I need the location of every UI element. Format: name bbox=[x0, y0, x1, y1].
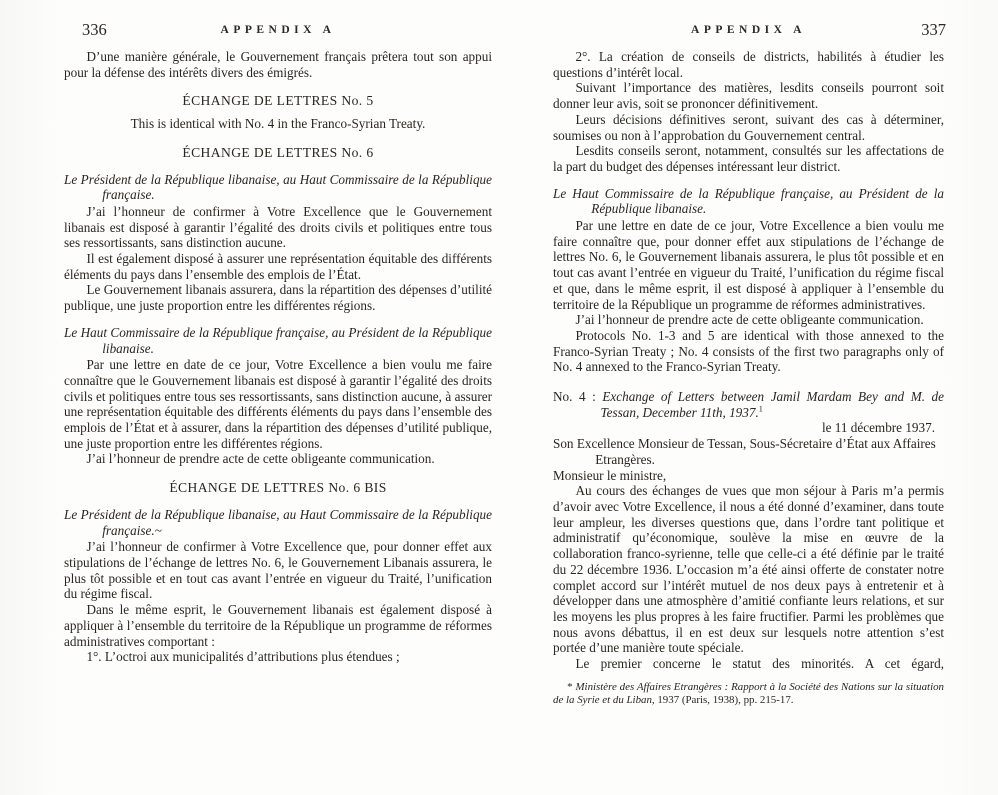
text-run: J’ai l’honneur de prendre acte de cette obligeante communication. bbox=[86, 451, 435, 467]
paragraph bbox=[553, 112, 944, 143]
paragraph bbox=[64, 539, 492, 602]
text-run: Par une lettre en date de ce jour, Votre Excellence a bien voulu me faire connaître que, pour donner effet aux stipulations de l’échange de lettres No. 6, le Gouvernement libanais assurera, le plus tôt possible et en tout cas avant l’entrée en vigueur du Traité, l’unification du régime fiscal et que, dans le même esprit, il est disposé à appliquer à l’ensemble du territoire de la République un programme de réformes administratives. bbox=[553, 218, 944, 312]
salutation-line bbox=[553, 468, 944, 484]
text-run: ÉCHANGE DE LETTRES No. 6 bbox=[182, 144, 374, 160]
left-page-number: 336 bbox=[82, 20, 107, 39]
right-page-body bbox=[553, 49, 944, 708]
paragraph bbox=[553, 80, 944, 111]
text-run: Le Haut Commissaire de la République française, au Président de la République libanaise. bbox=[64, 324, 492, 356]
left-page-header bbox=[64, 20, 492, 40]
text-run: This is identical with No. 4 in the Franco-Syrian Treaty. bbox=[130, 116, 426, 132]
paragraph bbox=[64, 49, 492, 80]
paragraph bbox=[64, 451, 492, 467]
section-heading bbox=[64, 145, 492, 161]
text-run: Le Président de la République libanaise, au Haut Commissaire de la République française.~ bbox=[64, 506, 492, 538]
text-run: Suivant l’importance des matières, lesdits conseils pourront soit donner leur avis, soit se prononcer définitivement. bbox=[553, 80, 944, 112]
document-title bbox=[553, 389, 944, 420]
text-run: Par une lettre en date de ce jour, Votre Excellence a bien voulu me faire connaître que le Gouvernement libanais est disposé à garantir l’égalité des droits civils et politiques entre tous ses ressortissants, sans distinction aucune, à assurer une représentation équitable des différents éléments du pays dans l’ensemble des emplois de l’État et à assurer, dans la répartition des dépenses d’utilité publique, une juste proportion entre les différentes régions. bbox=[64, 357, 492, 451]
text-run: 1°. L’octroi aux municipalités d’attributions plus étendues ; bbox=[86, 649, 400, 665]
letter-salutation bbox=[64, 507, 492, 538]
paragraph bbox=[64, 282, 492, 313]
text-run: ÉCHANGE DE LETTRES No. 5 bbox=[182, 93, 374, 109]
paragraph bbox=[553, 143, 944, 174]
paragraph bbox=[64, 649, 492, 665]
text-run: J’ai l’honneur de prendre acte de cette obligeante communication. bbox=[575, 312, 924, 328]
paragraph bbox=[553, 328, 944, 375]
paragraph bbox=[64, 251, 492, 282]
section-heading bbox=[64, 480, 492, 496]
text-run: * bbox=[567, 680, 576, 693]
section-heading bbox=[64, 93, 492, 109]
text-run: D’une manière générale, le Gouvernement français prêtera tout son appui pour la défense des intérêts divers des émigrés. bbox=[64, 49, 492, 80]
text-run: No. 4 : bbox=[553, 389, 603, 405]
text-run: le 11 décembre 1937. bbox=[821, 420, 935, 436]
text-run: Au cours des échanges de vues que mon séjour à Paris m’a permis d’avoir avec Votre Excellence, il nous a été donné d’examiner, dans toute leur ampleur, les diverses questions que, dans l’ordre tant politique et administratif qu’économique, soulève la mise en œuvre de la collaboration franco-syrienne, telle que celle-ci a été définie par le traité du 22 décembre 1936. L’occasion m’a été ainsi offerte de constater notre complet accord sur l’intérêt mutuel de nos deux pays à entretenir et à développer dans une atmosphère d’amitié confiante leurs relations, et sur les moyens les plus propres à les faire fructifier. Parmi les problèmes que nous avons débattus, il en est deux sur lesquels notre attention s’est portée d’une manière toute spéciale. bbox=[553, 483, 944, 656]
text-run: 2°. La création de conseils de districts, habilités à étudier les questions d’intérêt local. bbox=[553, 49, 944, 80]
right-page-header bbox=[553, 20, 944, 40]
note-line bbox=[64, 116, 492, 132]
text-run: Monsieur le ministre, bbox=[553, 467, 667, 483]
text-run: J’ai l’honneur de confirmer à Votre Excellence que le Gouvernement libanais est disposé à garantir l’égalité des droits civils et politiques entre tous ses ressortissants, sans distinction aucune. bbox=[64, 203, 492, 251]
right-running-head: APPENDIX A bbox=[691, 24, 806, 36]
text-run: Exchange of Letters between Jamil Mardam Bey and M. de Tessan, December 11th, 1937. bbox=[600, 389, 945, 420]
text-run: ÉCHANGE DE LETTRES No. 6 BIS bbox=[169, 480, 387, 496]
text-run: Il est également disposé à assurer une représentation équitable des différents éléments du pays dans l’ensemble des emplois de l’État. bbox=[64, 251, 492, 282]
letter-salutation bbox=[64, 325, 492, 356]
text-run: Son Excellence Monsieur de Tessan, Sous-Sécretaire d’État aux Affaires Etrangères. bbox=[553, 436, 936, 467]
date-line bbox=[553, 420, 944, 436]
paragraph bbox=[553, 483, 944, 656]
paragraph bbox=[553, 218, 944, 312]
text-run: 1 bbox=[758, 404, 763, 414]
footnote bbox=[553, 681, 944, 708]
paragraph bbox=[553, 656, 944, 672]
addressee bbox=[553, 436, 944, 467]
letter-salutation bbox=[64, 172, 492, 203]
text-run: J’ai l’honneur de confirmer à Votre Excellence que, pour donner effet aux stipulations de l’échange de lettres No. 6, le Gouvernement Libanais assurera, le plus tôt possible et en tout cas avant l’entrée en vigueur du Traité, l’unification du régime fiscal. bbox=[64, 539, 492, 602]
text-run: Ministère des Affaires Etrangères : Rapport à la Société des Nations sur la situation de la Syrie et du Liban, bbox=[553, 680, 944, 707]
paragraph bbox=[64, 204, 492, 251]
paragraph bbox=[64, 602, 492, 649]
paragraph bbox=[64, 357, 492, 451]
paragraph bbox=[553, 312, 944, 328]
text-run: Lesdits conseils seront, notamment, consultés sur les affectations de la part du budget des dépenses intéressant leur district. bbox=[553, 143, 944, 174]
left-page-body bbox=[64, 49, 492, 665]
right-page-number: 337 bbox=[921, 20, 946, 39]
right-page bbox=[553, 20, 944, 708]
text-run: Le Gouvernement libanais assurera, dans la répartition des dépenses d’utilité publique, une juste proportion entre les différentes régions. bbox=[64, 282, 492, 314]
text-run: Le premier concerne le statut des minorités. A cet égard, bbox=[575, 656, 944, 672]
left-running-head: APPENDIX A bbox=[220, 24, 336, 36]
paragraph bbox=[553, 49, 944, 80]
left-page bbox=[64, 20, 492, 665]
text-run: Leurs décisions définitives seront, suivant des cas à déterminer, soumises ou non à l’approbation du Gouvernement central. bbox=[553, 111, 944, 143]
letter-salutation bbox=[553, 186, 944, 217]
text-run: Dans le même esprit, le Gouvernement libanais est également disposé à appliquer à l’ensemble du territoire de la République un programme de réformes administratives comportant : bbox=[64, 602, 492, 649]
text-run: Le Haut Commissaire de la République française, au Président de la République libanaise. bbox=[553, 185, 944, 217]
text-run: 1937 (Paris, 1938), pp. 215-17. bbox=[654, 694, 794, 707]
text-run: Le Président de la République libanaise, au Haut Commissaire de la République française. bbox=[64, 171, 492, 203]
text-run: Protocols No. 1-3 and 5 are identical with those annexed to the Franco-Syrian Treaty ; No. 4 consists of the first two paragraphs only of No. 4 annexed to the Franco-Syrian Treaty. bbox=[553, 327, 944, 375]
